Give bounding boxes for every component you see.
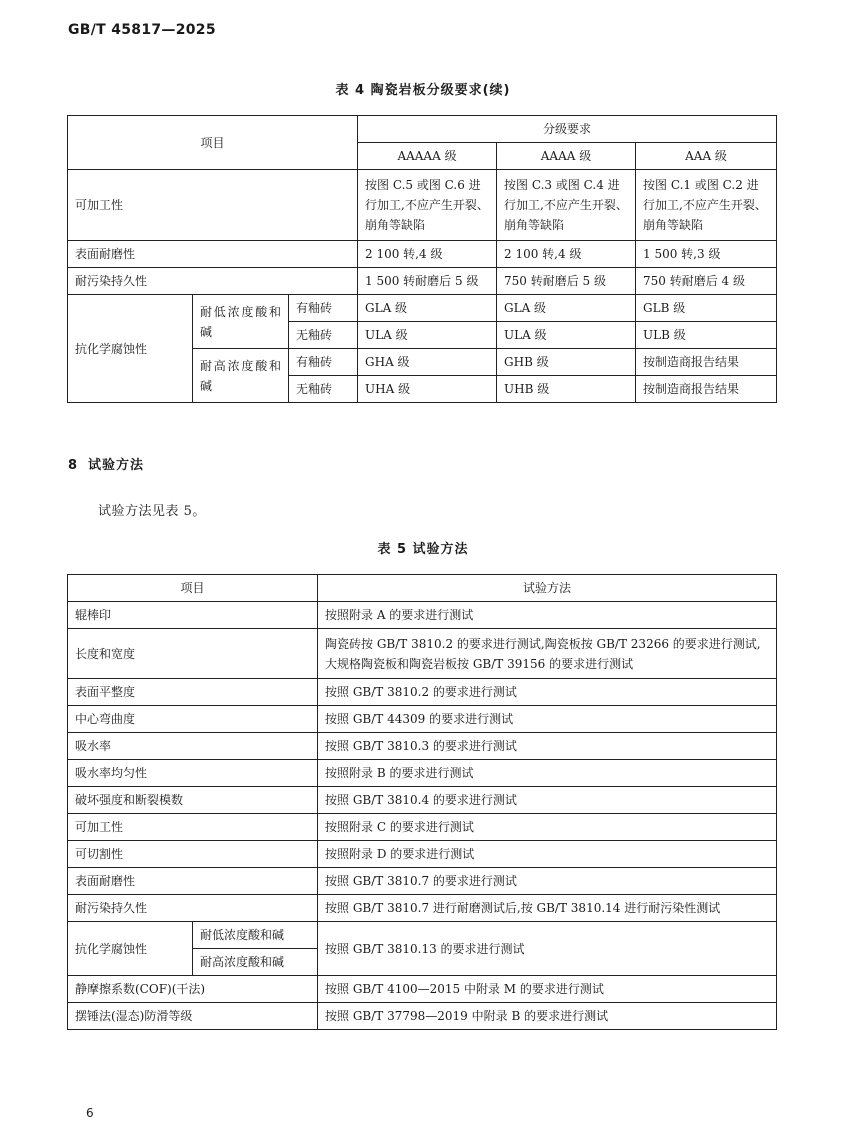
table4-cell: ULA 级 [497, 322, 636, 349]
section-title: 试验方法 [88, 458, 145, 473]
table5-item: 静摩擦系数(COF)(干法) [68, 976, 318, 1003]
table5-method: 按照附录 C 的要求进行测试 [318, 814, 777, 841]
table4-cell: 按图 C.1 或图 C.2 进行加工,不应产生开裂、崩角等缺陷 [636, 170, 777, 241]
table4-cell: GLA 级 [358, 295, 497, 322]
table4-cell: UHB 级 [497, 376, 636, 403]
grading-requirements-table [67, 115, 777, 403]
table5-item: 表面平整度 [68, 679, 318, 706]
table5-item: 中心弯曲度 [68, 706, 318, 733]
table5-method: 按照 GB/T 3810.7 进行耐磨测试后,按 GB/T 3810.14 进行耐污染性测试 [318, 895, 777, 922]
table4-row-label: 耐污染持久性 [68, 268, 358, 295]
table4-cell: 2 100 转,4 级 [497, 241, 636, 268]
table5-item: 抗化学腐蚀性 [68, 922, 193, 976]
table5-item: 可加工性 [68, 814, 318, 841]
table4-cell: ULB 级 [636, 322, 777, 349]
table5-method: 按照 GB/T 3810.3 的要求进行测试 [318, 733, 777, 760]
table5-item: 摆锤法(湿态)防滑等级 [68, 1003, 318, 1030]
table5-method: 按照 GB/T 4100—2015 中附录 M 的要求进行测试 [318, 976, 777, 1003]
table5-method: 按照 GB/T 3810.2 的要求进行测试 [318, 679, 777, 706]
table5-item: 吸水率 [68, 733, 318, 760]
table4-row-label: 表面耐磨性 [68, 241, 358, 268]
table4-cell: 按制造商报告结果 [636, 376, 777, 403]
table5-header-method: 试验方法 [318, 575, 777, 602]
table5-item: 破坏强度和断裂模数 [68, 787, 318, 814]
table5-method: 按照附录 A 的要求进行测试 [318, 602, 777, 629]
table4-tile-type: 有釉砖 [289, 295, 358, 322]
section-number: 8 [68, 458, 78, 473]
table5-item: 可切割性 [68, 841, 318, 868]
table5-method: 按照 GB/T 3810.7 的要求进行测试 [318, 868, 777, 895]
table4-header-grade: AAA 级 [636, 143, 777, 170]
table4-cell: 1 500 转,3 级 [636, 241, 777, 268]
table4-header-grade: AAAAA 级 [358, 143, 497, 170]
table4-header-item: 项目 [68, 116, 358, 170]
table4-header-grade: AAAA 级 [497, 143, 636, 170]
table5-item: 表面耐磨性 [68, 868, 318, 895]
table5-item: 辊棒印 [68, 602, 318, 629]
table4-subgroup-label: 耐高浓度酸和碱 [193, 349, 289, 403]
table4-cell: UHA 级 [358, 376, 497, 403]
table4-cell: 按制造商报告结果 [636, 349, 777, 376]
table4-cell: ULA 级 [358, 322, 497, 349]
table4-cell: 750 转耐磨后 4 级 [636, 268, 777, 295]
table5-method: 按照 GB/T 37798—2019 中附录 B 的要求进行测试 [318, 1003, 777, 1030]
table4-tile-type: 有釉砖 [289, 349, 358, 376]
table5-method: 陶瓷砖按 GB/T 3810.2 的要求进行测试,陶瓷板按 GB/T 23266 的要求进行测试,大规格陶瓷板和陶瓷岩板按 GB/T 39156 的要求进行测试 [318, 629, 777, 679]
table4-subgroup-label: 耐低浓度酸和碱 [193, 295, 289, 349]
table4-cell: 750 转耐磨后 5 级 [497, 268, 636, 295]
table4-header-grading: 分级要求 [358, 116, 777, 143]
table5-caption: 表 5 试验方法 [377, 542, 469, 557]
table5-method: 按照附录 B 的要求进行测试 [318, 760, 777, 787]
table4-cell: GHB 级 [497, 349, 636, 376]
table4-caption: 表 4 陶瓷岩板分级要求(续) [335, 83, 511, 98]
table5-item: 长度和宽度 [68, 629, 318, 679]
table5-item: 吸水率均匀性 [68, 760, 318, 787]
section-heading [68, 454, 144, 473]
table5-header-item: 项目 [68, 575, 318, 602]
table4-row-label: 抗化学腐蚀性 [68, 295, 193, 403]
table4-cell: 1 500 转耐磨后 5 级 [358, 268, 497, 295]
table5-method: 按照 GB/T 3810.13 的要求进行测试 [318, 922, 777, 976]
section-paragraph: 试验方法见表 5。 [98, 504, 206, 519]
table4-cell: GHA 级 [358, 349, 497, 376]
page-number: 6 [86, 1106, 94, 1120]
table5-item: 耐污染持久性 [68, 895, 318, 922]
table4-row-label: 可加工性 [68, 170, 358, 241]
table4-cell: 2 100 转,4 级 [358, 241, 497, 268]
table5-subitem: 耐高浓度酸和碱 [193, 949, 318, 976]
table5-method: 按照 GB/T 3810.4 的要求进行测试 [318, 787, 777, 814]
table4-tile-type: 无釉砖 [289, 322, 358, 349]
table4-cell: GLA 级 [497, 295, 636, 322]
test-methods-table [67, 574, 777, 1030]
table4-cell: GLB 级 [636, 295, 777, 322]
table4-cell: 按图 C.5 或图 C.6 进行加工,不应产生开裂、崩角等缺陷 [358, 170, 497, 241]
table4-cell: 按图 C.3 或图 C.4 进行加工,不应产生开裂、崩角等缺陷 [497, 170, 636, 241]
table5-method: 按照附录 D 的要求进行测试 [318, 841, 777, 868]
table4-tile-type: 无釉砖 [289, 376, 358, 403]
table5-method: 按照 GB/T 44309 的要求进行测试 [318, 706, 777, 733]
standard-code: GB/T 45817—2025 [68, 22, 216, 38]
table5-subitem: 耐低浓度酸和碱 [193, 922, 318, 949]
